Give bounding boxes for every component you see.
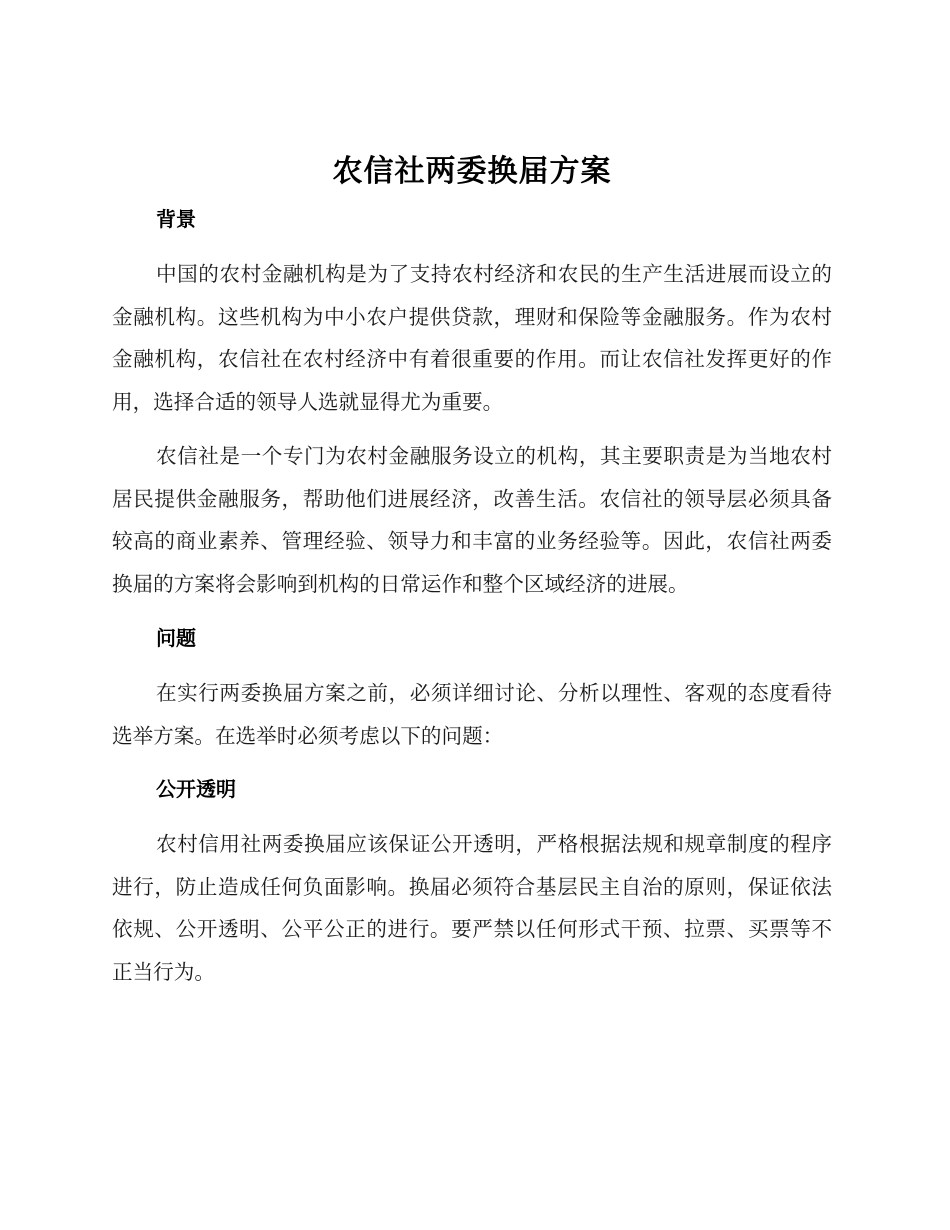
section-heading-transparency: 公开透明: [156, 777, 236, 801]
section-heading-issues: 问题: [156, 626, 196, 650]
paragraph-transparency-1: 农村信用社两委换届应该保证公开透明，严格根据法规和规章制度的程序进行，防止造成任何负面影响。换届必须符合基层民主自治的原则，保证依法依规、公开透明、公平公正的进行。要严禁以任何形式干预、拉票、买票等不正当行为。: [112, 832, 832, 984]
document-title: 农信社两委换届方案: [332, 154, 612, 189]
paragraph-background-1: 中国的农村金融机构是为了支持农村经济和农民的生产生活进展而设立的金融机构。这些机构为中小农户提供贷款，理财和保险等金融服务。作为农村金融机构，农信社在农村经济中有着很重要的作用。而让农信社发挥更好的作用，选择合适的领导人选就显得尤为重要。: [112, 262, 832, 414]
paragraph-background-2: 农信社是一个专门为农村金融服务设立的机构，其主要职责是为当地农村居民提供金融服务，帮助他们进展经济，改善生活。农信社的领导层必须具备较高的商业素养、管理经验、领导力和丰富的业务经验等。因此，农信社两委换届的方案将会影响到机构的日常运作和整个区域经济的进展。: [112, 444, 832, 596]
paragraph-issues-1: 在实行两委换届方案之前，必须详细讨论、分析以理性、客观的态度看待选举方案。在选举时必须考虑以下的问题：: [112, 681, 832, 748]
section-heading-background: 背景: [156, 207, 196, 231]
